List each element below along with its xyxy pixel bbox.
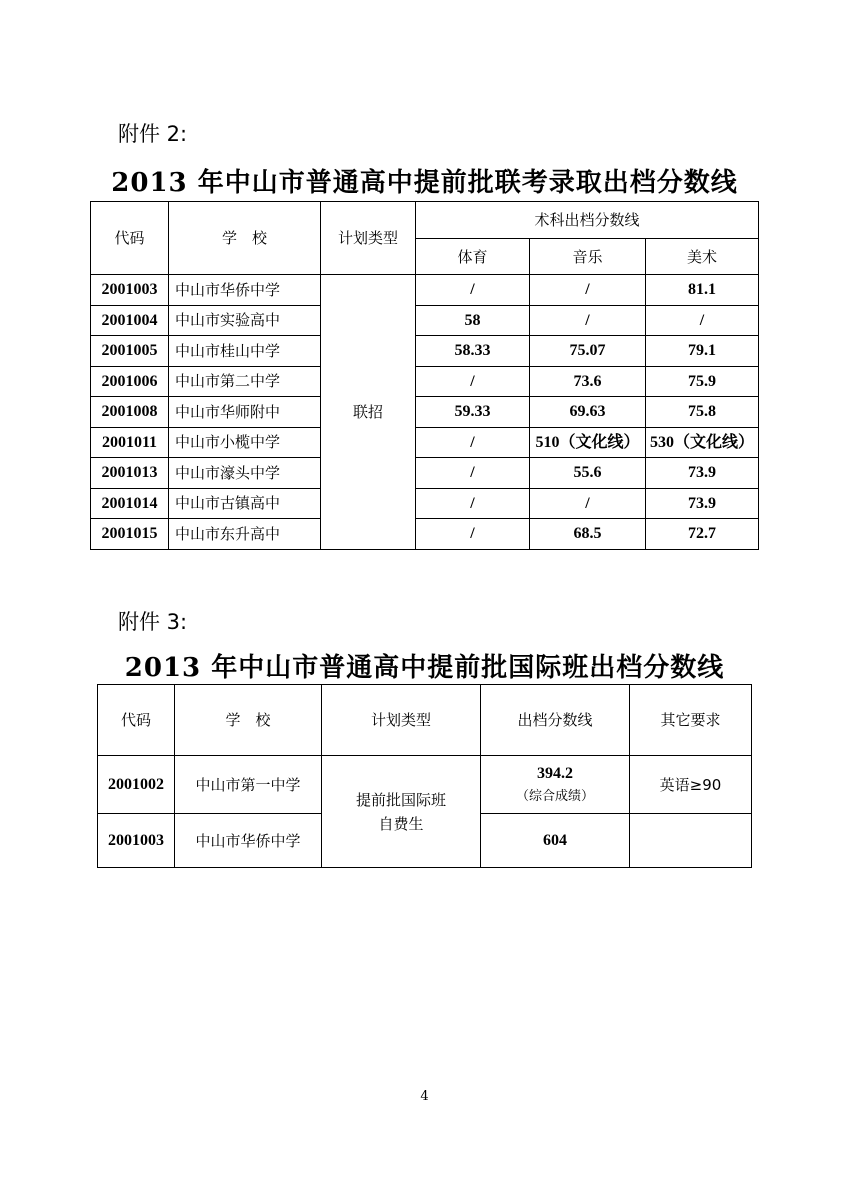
school-code: 2001011 xyxy=(91,427,169,458)
music-score: / xyxy=(530,488,646,519)
school-name: 中山市东升高中 xyxy=(169,519,321,550)
header-score: 出档分数线 xyxy=(481,685,630,756)
table-row xyxy=(91,458,759,489)
school-name: 中山市第二中学 xyxy=(169,366,321,397)
school-name: 中山市华侨中学 xyxy=(175,814,322,868)
pe-score: / xyxy=(416,275,530,306)
school-code: 2001006 xyxy=(91,366,169,397)
music-score: / xyxy=(530,275,646,306)
school-code: 2001004 xyxy=(91,305,169,336)
score-value: 604 xyxy=(481,814,630,868)
table-row xyxy=(98,756,752,814)
pe-score: / xyxy=(416,366,530,397)
header-school: 学 校 xyxy=(169,202,321,275)
table-row xyxy=(91,275,759,306)
school-code: 2001003 xyxy=(98,814,175,868)
header-code: 代码 xyxy=(91,202,169,275)
music-score: 68.5 xyxy=(530,519,646,550)
attachment3-label: 附件 3: xyxy=(118,610,188,634)
music-score: 69.63 xyxy=(530,397,646,428)
table-row xyxy=(91,305,759,336)
plan-type-line2: 自费生 xyxy=(378,814,424,833)
school-code: 2001014 xyxy=(91,488,169,519)
school-name: 中山市濠头中学 xyxy=(169,458,321,489)
header-art: 美术 xyxy=(646,239,759,275)
header-art-score-group: 术科出档分数线 xyxy=(416,202,759,239)
score-value: 394.2 xyxy=(537,765,573,783)
art-score: 73.9 xyxy=(646,458,759,489)
music-score: 73.6 xyxy=(530,366,646,397)
school-name: 中山市桂山中学 xyxy=(169,336,321,367)
score-cell xyxy=(481,756,630,814)
pe-score: 58.33 xyxy=(416,336,530,367)
attachment3-title: 2013 年中山市普通高中提前批国际班出档分数线 xyxy=(124,653,725,683)
art-score: / xyxy=(646,305,759,336)
school-name: 中山市华侨中学 xyxy=(169,275,321,306)
table-row xyxy=(91,488,759,519)
header-pe: 体育 xyxy=(416,239,530,275)
pe-score: / xyxy=(416,488,530,519)
art-score: 530（文化线） xyxy=(646,427,759,458)
table-row xyxy=(91,397,759,428)
school-code: 2001015 xyxy=(91,519,169,550)
header-plan-type: 计划类型 xyxy=(322,685,481,756)
school-name: 中山市实验高中 xyxy=(169,305,321,336)
attachment3-table xyxy=(97,684,752,868)
plan-type-line1: 提前批国际班 xyxy=(355,790,446,809)
header-school: 学 校 xyxy=(175,685,322,756)
page-number: 4 xyxy=(420,1089,429,1104)
pe-score: 58 xyxy=(416,305,530,336)
school-name: 中山市古镇高中 xyxy=(169,488,321,519)
attachment2-title: 2013 年中山市普通高中提前批联考录取出档分数线 xyxy=(111,168,738,198)
attachment2-label: 附件 2: xyxy=(118,122,188,146)
art-score: 75.8 xyxy=(646,397,759,428)
table-row xyxy=(91,336,759,367)
plan-type-cell xyxy=(322,756,481,868)
other-requirement xyxy=(630,814,752,868)
music-score: 55.6 xyxy=(530,458,646,489)
music-score: 510（文化线） xyxy=(530,427,646,458)
school-code: 2001002 xyxy=(98,756,175,814)
school-name: 中山市第一中学 xyxy=(175,756,322,814)
table-row xyxy=(91,427,759,458)
school-code: 2001013 xyxy=(91,458,169,489)
pe-score: 59.33 xyxy=(416,397,530,428)
pe-score: / xyxy=(416,458,530,489)
attachment2-table xyxy=(90,201,759,550)
school-code: 2001005 xyxy=(91,336,169,367)
school-code: 2001008 xyxy=(91,397,169,428)
table-row xyxy=(91,519,759,550)
music-score: / xyxy=(530,305,646,336)
music-score: 75.07 xyxy=(530,336,646,367)
header-other-requirements: 其它要求 xyxy=(630,685,752,756)
school-code: 2001003 xyxy=(91,275,169,306)
art-score: 79.1 xyxy=(646,336,759,367)
school-name: 中山市小榄中学 xyxy=(169,427,321,458)
art-score: 73.9 xyxy=(646,488,759,519)
plan-type-cell: 联招 xyxy=(321,275,416,550)
other-requirement: 英语≥90 xyxy=(630,756,752,814)
score-note: （综合成绩） xyxy=(515,789,594,805)
header-music: 音乐 xyxy=(530,239,646,275)
pe-score: / xyxy=(416,427,530,458)
table-row xyxy=(91,366,759,397)
art-score: 72.7 xyxy=(646,519,759,550)
art-score: 81.1 xyxy=(646,275,759,306)
art-score: 75.9 xyxy=(646,366,759,397)
header-plan-type: 计划类型 xyxy=(321,202,416,275)
school-name: 中山市华师附中 xyxy=(169,397,321,428)
pe-score: / xyxy=(416,519,530,550)
header-code: 代码 xyxy=(98,685,175,756)
